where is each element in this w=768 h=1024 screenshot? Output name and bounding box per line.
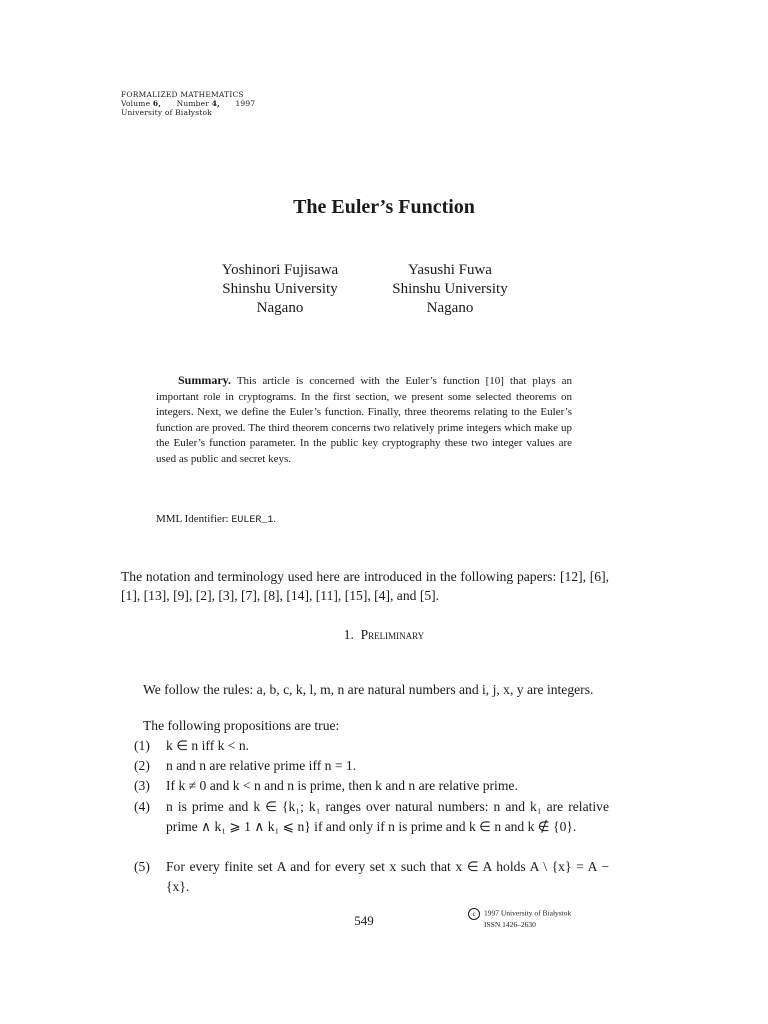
intro-paragraph: We follow the rules: a, b, c, k, l, m, n are natural numbers and i, j, x, y are integers. [143, 682, 594, 697]
copyright-icon: c [468, 908, 480, 920]
proposition-number: (2) [134, 758, 150, 773]
summary-label: Summary. [178, 373, 232, 387]
proposition-number: (4) [134, 799, 150, 814]
journal-volume-line [121, 99, 255, 108]
summary-text: This article is concerned with the Euler’s function [10] that plays an important role in cryptograms. In the first section, we present some selected theorems on integers. Next, we define the Euler’s function. Finally, three theorems relating to the Euler’s function are proved. The third theorem concerns two relatively prime integers which make up the Euler’s function parameter. In the public key cryptography these two integer values are used as public and secret keys. [156, 375, 572, 465]
page-number: 549 [354, 913, 374, 928]
proposition-text: n is prime and k ∈ {k₁; k₁ ranges over natural numbers: n and k₁ are relative prime ∧ k₁ ⩾ 1 ∧ k₁ ⩽ n} if and only if n is prime and k ∈ n and k ∉ {0}. [166, 799, 609, 834]
section-heading [0, 627, 768, 643]
author-block-2 [366, 261, 534, 318]
proposition-text: k ∈ n iff k < n. [166, 738, 250, 753]
author-name: Yoshinori Fujisawa [221, 262, 339, 278]
section-number: 1. [343, 627, 354, 642]
journal-year: 1997 [235, 99, 256, 108]
author-affiliation: Shinshu University [392, 281, 508, 297]
copyright-notice [468, 908, 571, 930]
author-city: Nagano [426, 300, 474, 316]
paper-title: The Euler’s Function [293, 196, 475, 218]
proposition-text: n and n are relative prime iff n = 1. [166, 758, 357, 773]
journal-header [121, 90, 255, 117]
mml-id: EULER_1 [231, 515, 274, 526]
copyright-line-2: ISSN 1426–2630 [484, 920, 536, 929]
section-title: Preliminary [360, 627, 425, 642]
mml-identifier [156, 513, 276, 526]
journal-publisher: University of Białystok [121, 108, 212, 117]
propositions-intro: The following propositions are true: [143, 718, 340, 733]
proposition-number: (3) [134, 778, 150, 793]
author-block-1 [196, 261, 364, 318]
mml-label: MML Identifier: [156, 513, 229, 525]
journal-name: FORMALIZED MATHEMATICS [121, 90, 244, 99]
proposition-number: (5) [134, 859, 150, 874]
author-city: Nagano [256, 300, 304, 316]
volume-label: Volume [121, 99, 151, 108]
volume-number: 6, [152, 99, 162, 108]
proposition-text: If k ≠ 0 and k < n and n is prime, then k and n are relative prime. [166, 778, 518, 793]
author-name: Yasushi Fuwa [408, 262, 492, 278]
author-affiliation: Shinshu University [222, 281, 338, 297]
issue-number: 4, [211, 99, 220, 108]
proposition-text: For every finite set A and for every set x such that x ∈ A holds A \ {x} = A − {x}. [166, 859, 609, 894]
number-label: Number [176, 99, 210, 108]
copyright-line-1: 1997 University of Białystok [484, 908, 572, 918]
mml-end: . [273, 513, 277, 525]
summary [156, 373, 572, 468]
proposition-number: (1) [134, 738, 150, 753]
notation-paragraph: The notation and terminology used here are introduced in the following papers: [12], [6], [1], [13], [9], [2], [3], [7], [8], [14], [11], [15], [4], and [5]. [121, 569, 609, 603]
